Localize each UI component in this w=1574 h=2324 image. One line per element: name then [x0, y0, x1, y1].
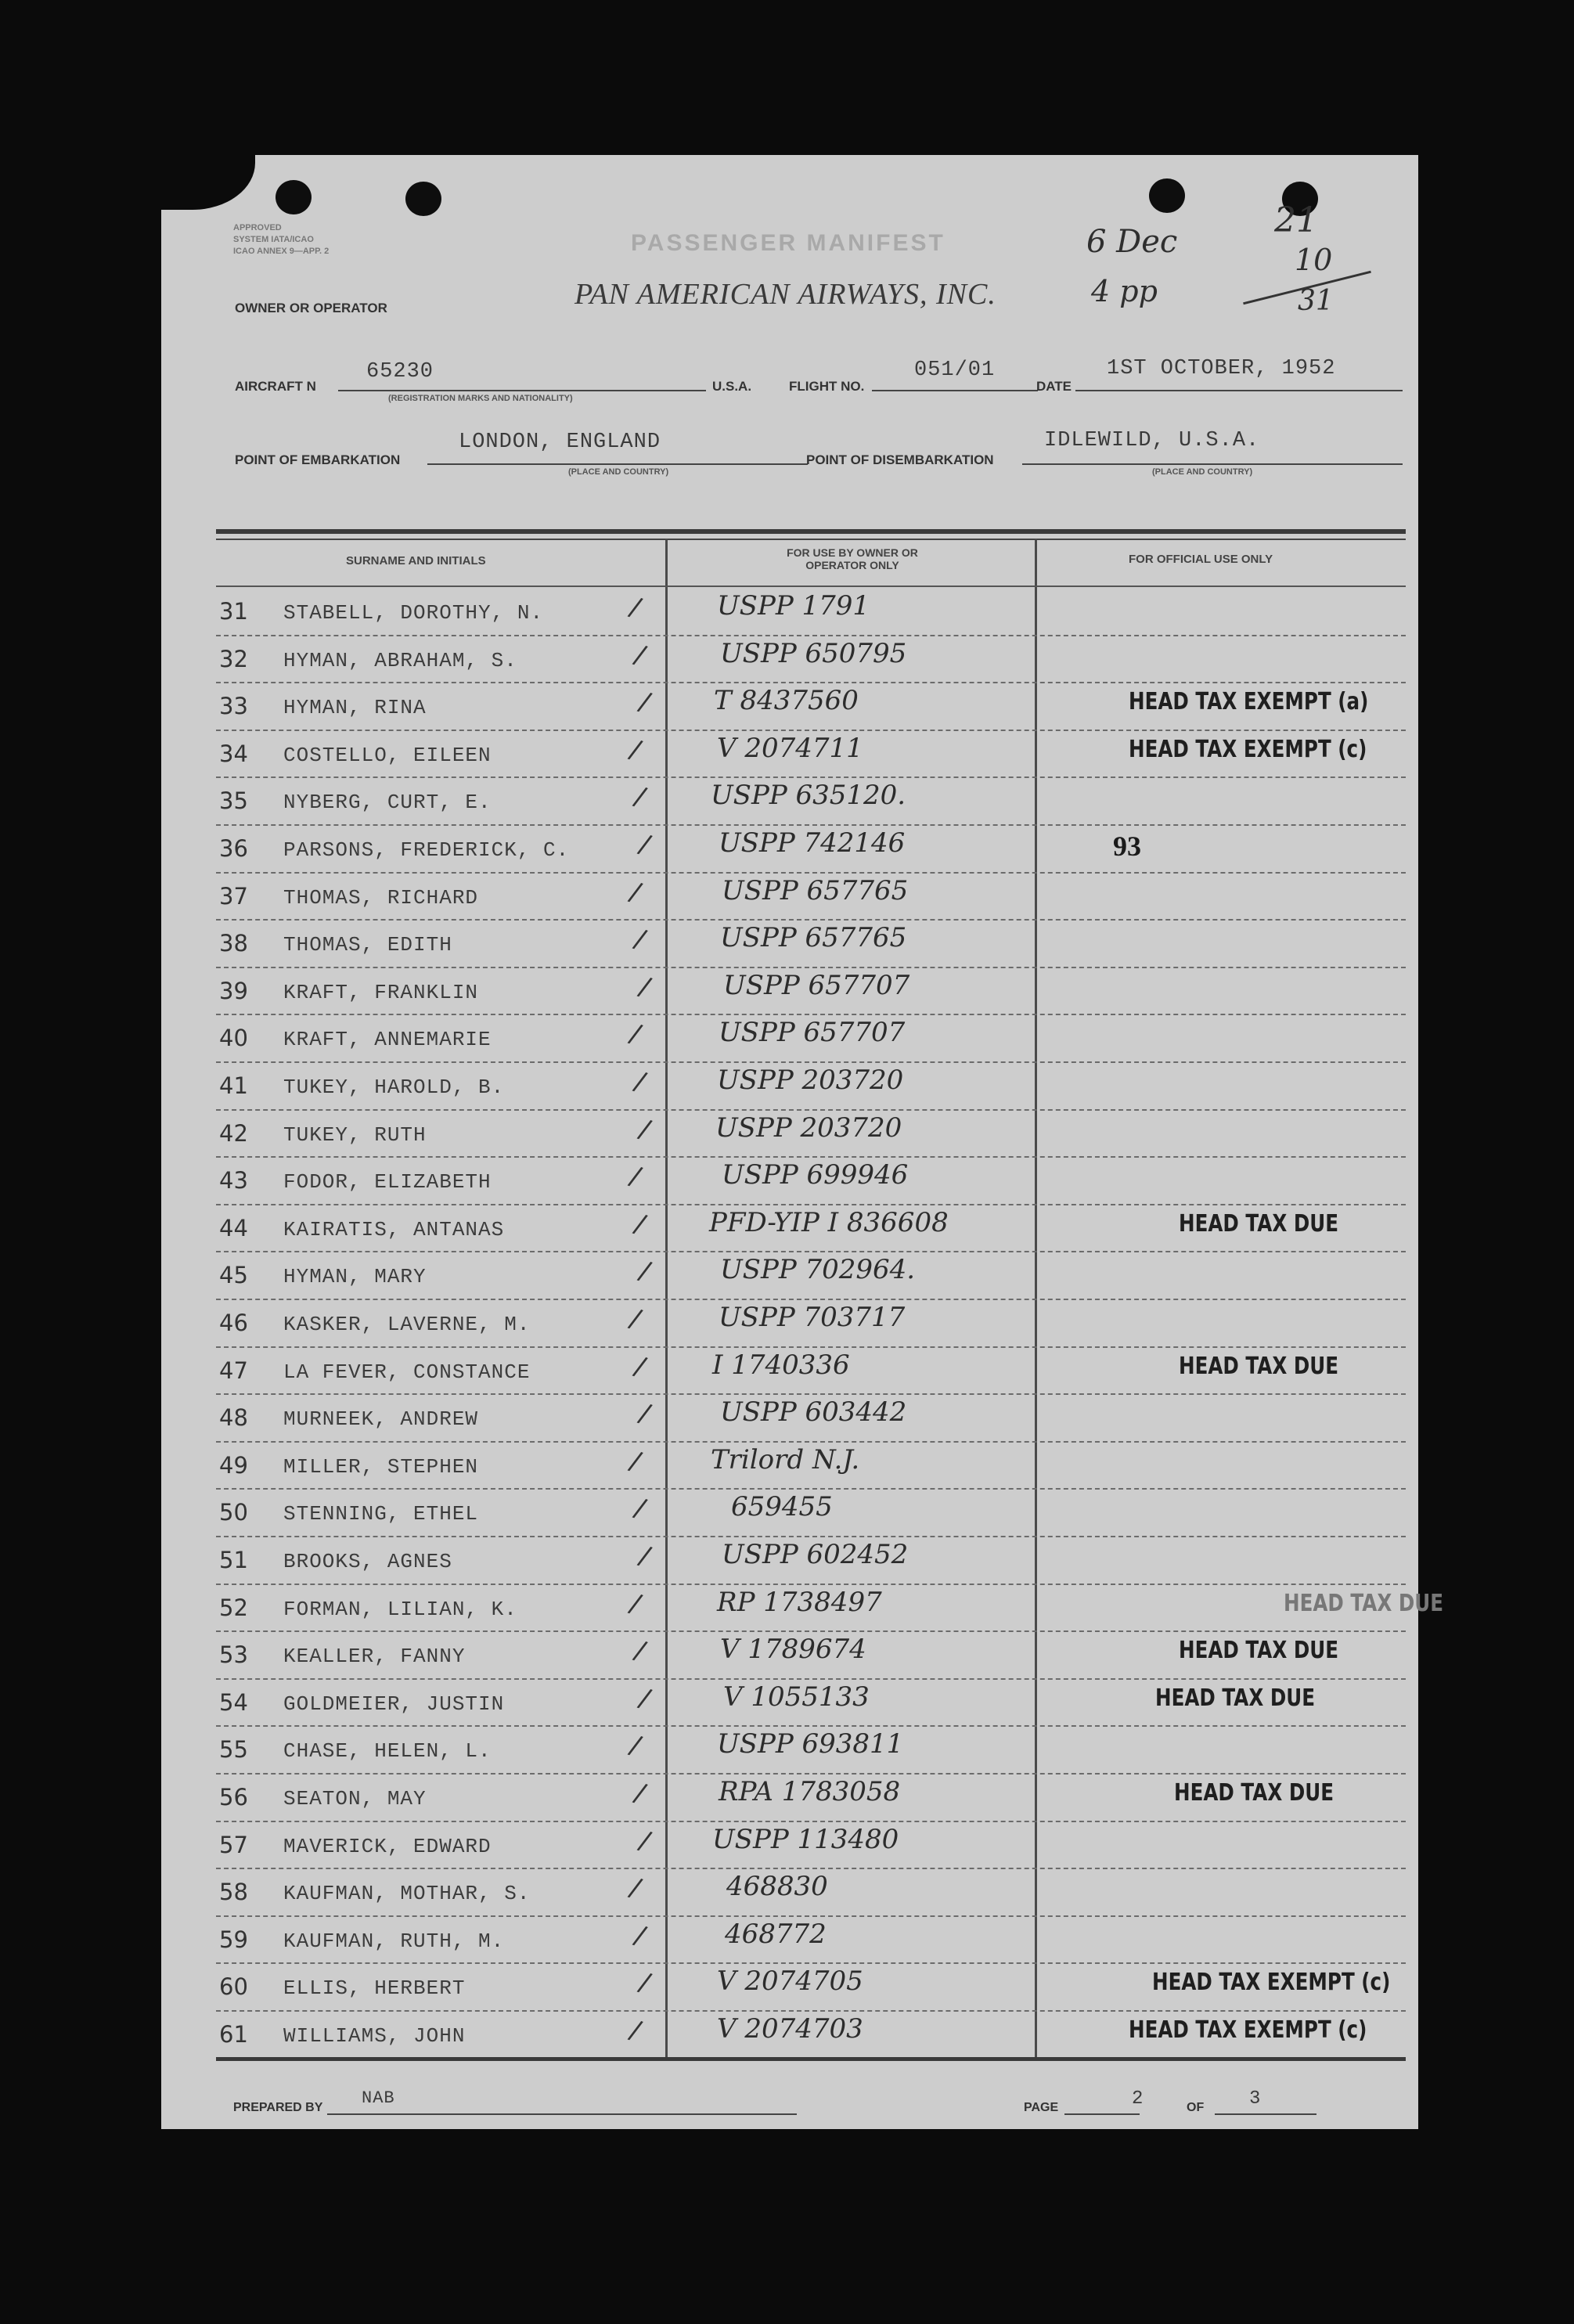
document-number: USPP 602452 [722, 1539, 909, 1570]
table-row [216, 1490, 1406, 1537]
table-row [216, 1300, 1406, 1348]
table-row [216, 1869, 1406, 1917]
table-row [216, 1111, 1406, 1158]
row-number: 40 [219, 1025, 248, 1052]
handwritten-note: 6 Dec [1086, 224, 1178, 260]
row-number: 41 [219, 1072, 248, 1099]
table-row [216, 1964, 1406, 2012]
table-row [216, 874, 1406, 921]
manifest-sheet [161, 155, 1444, 2129]
flight-label: FLIGHT NO. [789, 379, 865, 394]
check-mark: / [625, 1872, 645, 1904]
document-number: RP 1738497 [717, 1586, 882, 1618]
passenger-name: HYMAN, ABRAHAM, S. [283, 648, 517, 672]
document-number: USPP 203720 [717, 1065, 904, 1096]
row-number: 44 [219, 1214, 248, 1241]
check-mark: / [625, 1018, 645, 1051]
date-label: DATE [1036, 379, 1072, 394]
check-mark: / [630, 780, 650, 814]
handwritten-note: 10 [1295, 243, 1333, 277]
document-number: USPP 699946 [722, 1159, 909, 1191]
passenger-name: STENNING, ETHEL [283, 1502, 479, 1526]
row-number: 46 [219, 1310, 248, 1336]
passenger-name: SEATON, MAY [283, 1787, 427, 1811]
document-number: USPP 635120. [711, 780, 906, 812]
passenger-name: TUKEY, HAROLD, B. [283, 1076, 505, 1099]
handwritten-note: 21 [1274, 200, 1318, 240]
document-number: V 2074703 [717, 2013, 863, 2045]
document-number: USPP 113480 [712, 1823, 899, 1855]
row-number: 34 [219, 740, 248, 767]
passenger-name: HYMAN, MARY [283, 1265, 427, 1289]
official-stamp: HEAD TAX DUE [1284, 1589, 1444, 1617]
document-number: USPP 657765 [722, 874, 909, 906]
check-mark: / [630, 923, 650, 956]
check-mark: / [625, 733, 645, 766]
passenger-name: KASKER, LAVERNE, M. [283, 1313, 531, 1336]
row-number: 52 [219, 1594, 248, 1621]
row-number: 36 [219, 835, 248, 862]
row-number: 43 [219, 1167, 248, 1194]
document-number: T 8437560 [714, 685, 859, 717]
table-row [216, 1727, 1406, 1775]
passenger-name: KAUFMAN, RUTH, M. [283, 1929, 505, 1953]
aircraft-value: 65230 [366, 360, 434, 384]
prepared-label: PREPARED BY [233, 2101, 323, 2114]
document-number: USPP 657765 [720, 922, 907, 954]
row-number: 57 [219, 1831, 248, 1858]
passenger-name: STABELL, DOROTHY, N. [283, 601, 544, 625]
row-number: 38 [219, 930, 248, 957]
page-value: 2 [1132, 2088, 1144, 2110]
document-number: USPP 203720 [715, 1112, 902, 1144]
passenger-name: TUKEY, RUTH [283, 1122, 427, 1147]
check-mark: / [625, 1160, 645, 1193]
operator-name: PAN AMERICAN AIRWAYS, INC. [574, 278, 996, 311]
of-label: OF [1187, 2101, 1205, 2114]
punch-hole [1149, 178, 1185, 213]
disembark-label: POINT OF DISEMBARKATION [806, 452, 994, 467]
usa-label: U.S.A. [712, 379, 752, 394]
check-mark: / [635, 1824, 654, 1857]
passenger-name: MAVERICK, EDWARD [283, 1834, 492, 1858]
row-number: 47 [219, 1357, 248, 1384]
row-number: 50 [219, 1499, 248, 1526]
table-row [216, 921, 1406, 968]
official-stamp: HEAD TAX EXEMPT (c) [1129, 735, 1367, 763]
check-mark: / [625, 591, 645, 624]
table-row [216, 1537, 1406, 1585]
official-stamp: HEAD TAX DUE [1174, 1779, 1334, 1807]
table-row [216, 1063, 1406, 1111]
row-number: 60 [219, 1973, 248, 2001]
disembark-value: IDLEWILD, U.S.A. [1044, 429, 1260, 452]
check-mark: / [630, 1208, 650, 1241]
check-mark: / [635, 686, 654, 719]
passenger-name: NYBERG, CURT, E. [283, 791, 492, 815]
official-stamp: HEAD TAX DUE [1179, 1352, 1339, 1380]
check-mark: / [630, 1349, 650, 1383]
check-mark: / [625, 875, 645, 909]
passenger-name: MILLER, STEPHEN [283, 1454, 479, 1479]
table-row [216, 1917, 1406, 1965]
check-mark: / [635, 1682, 654, 1715]
check-mark: / [635, 971, 654, 1003]
col-owner-header: FOR USE BY OWNER OR OPERATOR ONLY [787, 546, 918, 571]
row-number: 45 [219, 1262, 248, 1289]
table-row [216, 1632, 1406, 1680]
document-number: PFD-YIP I 836608 [709, 1206, 949, 1238]
table-row [216, 1775, 1406, 1822]
row-number: 42 [219, 1119, 248, 1147]
row-number: 54 [219, 1688, 248, 1716]
margin-note: 93 [1113, 831, 1141, 862]
passenger-name: COSTELLO, EILEEN [283, 743, 492, 767]
handwritten-note: 4 pp [1091, 274, 1158, 308]
passenger-name: HYMAN, RINA [283, 696, 427, 720]
passenger-name: KRAFT, FRANKLIN [283, 980, 479, 1004]
passenger-name: GOLDMEIER, JUSTIN [283, 1692, 505, 1716]
check-mark: / [635, 1540, 654, 1573]
row-number: 35 [219, 787, 248, 815]
table-row [216, 589, 1406, 636]
form-title: PASSENGER MANIFEST [631, 230, 945, 256]
flight-value: 051/01 [914, 359, 996, 382]
passenger-name: KAIRATIS, ANTANAS [283, 1217, 505, 1241]
owner-label: OWNER OR OPERATOR [235, 301, 387, 315]
table-row [216, 1205, 1406, 1253]
place-note: (PLACE AND COUNTRY) [1152, 467, 1253, 477]
document-number: 468830 [726, 1871, 828, 1903]
document-number: V 2074711 [717, 732, 863, 764]
row-number: 49 [219, 1451, 248, 1479]
table-row [216, 1395, 1406, 1443]
passenger-name: FORMAN, LILIAN, K. [283, 1597, 517, 1621]
row-number: 58 [219, 1879, 248, 1906]
punch-hole [405, 182, 441, 216]
passenger-name: ELLIS, HERBERT [283, 1976, 466, 2001]
check-mark: / [630, 1777, 650, 1810]
row-number: 37 [219, 882, 248, 910]
check-mark: / [635, 1112, 654, 1146]
check-mark: / [635, 828, 654, 861]
passenger-name: THOMAS, RICHARD [283, 885, 479, 910]
official-stamp: HEAD TAX EXEMPT (a) [1129, 688, 1369, 716]
embark-value: LONDON, ENGLAND [459, 431, 661, 454]
official-stamp: HEAD TAX DUE [1155, 1684, 1316, 1712]
row-number: 55 [219, 1736, 248, 1764]
row-number: 61 [219, 2021, 248, 2048]
approval-note: APPROVED SYSTEM IATA/ICAO ICAO ANNEX 9—APP. 2 [233, 223, 330, 256]
document-number: USPP 657707 [719, 1017, 906, 1049]
row-number: 48 [219, 1404, 248, 1432]
table-row [216, 1348, 1406, 1396]
check-mark: / [635, 1255, 654, 1288]
check-mark: / [635, 1966, 654, 2000]
registration-note: (REGISTRATION MARKS AND NATIONALITY) [388, 394, 573, 403]
torn-corner [161, 155, 255, 210]
check-mark: / [630, 1492, 650, 1526]
official-stamp: HEAD TAX EXEMPT (c) [1152, 1969, 1391, 1997]
passenger-name: LA FEVER, CONSTANCE [283, 1360, 531, 1384]
document-number: USPP 702964. [720, 1254, 916, 1286]
passenger-name: BROOKS, AGNES [283, 1550, 452, 1573]
date-value: 1ST OCTOBER, 1952 [1107, 357, 1336, 380]
document-number: USPP 650795 [720, 637, 907, 669]
table-row [216, 1158, 1406, 1205]
check-mark: / [630, 1634, 650, 1667]
passenger-name: PARSONS, FREDERICK, C. [283, 838, 570, 862]
table-row [216, 2012, 1406, 2059]
passenger-name: WILLIAMS, JOHN [283, 2024, 466, 2048]
of-value: 3 [1249, 2088, 1262, 2110]
passenger-name: CHASE, HELEN, L. [283, 1739, 492, 1764]
document-number: V 1789674 [720, 1634, 866, 1666]
document-number: I 1740336 [712, 1349, 850, 1381]
document-number: 468772 [725, 1918, 827, 1950]
check-mark: / [625, 1303, 645, 1335]
document-number: USPP 703717 [719, 1302, 906, 1333]
row-number: 33 [219, 693, 248, 720]
check-mark: / [630, 638, 650, 672]
official-stamp: HEAD TAX DUE [1179, 1637, 1339, 1665]
document-number: USPP 742146 [719, 827, 906, 859]
embark-label: POINT OF EMBARKATION [235, 452, 401, 467]
document-number: V 1055133 [723, 1681, 870, 1713]
table-row [216, 968, 1406, 1016]
passenger-name: KAUFMAN, MOTHAR, S. [283, 1882, 531, 1906]
table-row [216, 1680, 1406, 1728]
table-row [216, 826, 1406, 874]
row-number: 39 [219, 977, 248, 1004]
official-stamp: HEAD TAX EXEMPT (c) [1129, 2016, 1367, 2044]
passenger-name: MURNEEK, ANDREW [283, 1407, 479, 1432]
passenger-name: KEALLER, FANNY [283, 1645, 466, 1669]
handwritten-note: 31 [1298, 285, 1334, 317]
document-number: Trilord N.J. [711, 1443, 860, 1475]
prepared-value: NAB [362, 2088, 395, 2108]
check-mark: / [630, 1065, 650, 1098]
row-number: 56 [219, 1784, 248, 1811]
page-label: PAGE [1024, 2101, 1059, 2114]
place-note: (PLACE AND COUNTRY) [568, 467, 669, 477]
document-number: USPP 1791 [717, 590, 870, 622]
row-number: 59 [219, 1926, 248, 1953]
row-number: 32 [219, 645, 248, 672]
document-number: USPP 657707 [723, 969, 910, 1001]
table-row [216, 1015, 1406, 1063]
document-number: RPA 1783058 [719, 1776, 901, 1807]
check-mark: / [630, 1919, 650, 1952]
table-row [216, 683, 1406, 731]
official-stamp: HEAD TAX DUE [1179, 1209, 1339, 1238]
table-row [216, 731, 1406, 779]
punch-hole [276, 180, 312, 214]
passenger-name: THOMAS, EDITH [283, 933, 452, 957]
table-row [216, 1443, 1406, 1490]
document-number: V 2074705 [717, 1965, 863, 1998]
check-mark: / [625, 1445, 645, 1478]
check-mark: / [635, 1397, 654, 1430]
row-number: 53 [219, 1641, 248, 1669]
check-mark: / [625, 2014, 645, 2047]
row-number: 51 [219, 1547, 248, 1573]
col-official-header: FOR OFFICIAL USE ONLY [1129, 553, 1273, 566]
check-mark: / [625, 1587, 645, 1620]
aircraft-label: AIRCRAFT N [235, 379, 316, 394]
document-number: USPP 693811 [717, 1728, 904, 1760]
table-row [216, 1822, 1406, 1870]
document-number: 659455 [731, 1491, 833, 1523]
table-row [216, 778, 1406, 826]
table-row [216, 1585, 1444, 1633]
table-row [216, 636, 1406, 684]
col-surname-header: SURNAME AND INITIALS [346, 554, 486, 567]
table-row [216, 1252, 1406, 1300]
document-number: USPP 603442 [720, 1396, 907, 1429]
passenger-name: KRAFT, ANNEMARIE [283, 1028, 492, 1052]
row-number: 31 [219, 598, 248, 625]
passenger-name: FODOR, ELIZABETH [283, 1170, 492, 1194]
check-mark: / [625, 1729, 645, 1763]
